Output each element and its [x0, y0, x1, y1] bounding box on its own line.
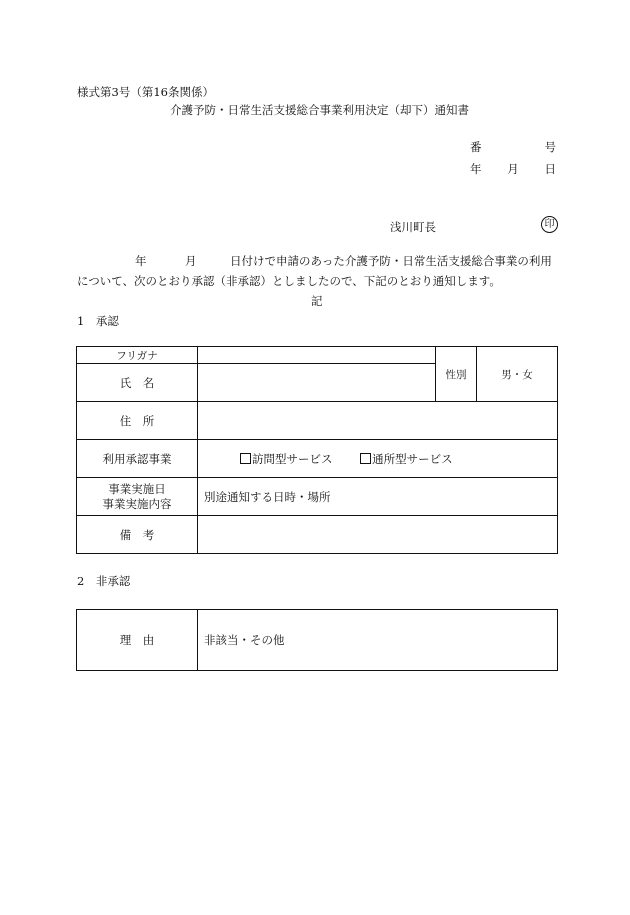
- implementation-value: 別途通知する日時・場所: [198, 478, 558, 516]
- section-1-heading: 1 承認: [77, 314, 119, 328]
- month-label: 月: [507, 162, 519, 176]
- gender-value[interactable]: 男・女: [477, 347, 558, 402]
- address-label: 住 所: [77, 402, 198, 440]
- reason-row: [77, 610, 558, 671]
- home-visit-option[interactable]: 訪問型サービス: [240, 452, 333, 466]
- reason-label: 理 由: [77, 610, 198, 671]
- service-options: [198, 440, 558, 478]
- remarks-field[interactable]: [198, 516, 558, 554]
- issuer-name: 浅川町長: [390, 220, 436, 234]
- number-suffix: 号: [544, 140, 556, 154]
- implementation-label: 事業実施日 事業実施内容: [77, 478, 198, 516]
- gender-label: 性別: [436, 347, 477, 402]
- name-label: 氏 名: [77, 364, 198, 402]
- body-line-2: について、次のとおり承認（非承認）としましたので、下記のとおり通知します。: [77, 274, 501, 288]
- section-2-heading: 2 非承認: [77, 574, 131, 588]
- furigana-row: [77, 347, 558, 364]
- rejection-table: [76, 609, 558, 671]
- body-year: 年: [135, 254, 147, 268]
- reason-value: 非該当・その他: [198, 610, 558, 671]
- remarks-row: [77, 516, 558, 554]
- number-label: 番: [470, 140, 482, 154]
- day-service-option[interactable]: 通所型サービス: [360, 452, 453, 466]
- day-label: 日: [544, 162, 556, 176]
- document-title: 介護予防・日常生活支援総合事業利用決定（却下）通知書: [170, 103, 469, 117]
- implementation-row: [77, 478, 558, 516]
- address-row: [77, 402, 558, 440]
- checkbox-icon[interactable]: [360, 453, 371, 464]
- document-number: [470, 139, 556, 155]
- remarks-label: 備 考: [77, 516, 198, 554]
- form-number: 様式第3号（第16条関係）: [77, 85, 214, 99]
- body-line1-text: 日付けで申請のあった介護予防・日常生活支援総合事業の利用: [230, 254, 552, 268]
- body-month: 月: [185, 254, 197, 268]
- seal-icon: 印: [541, 216, 558, 233]
- approval-table: [76, 346, 558, 554]
- year-label: 年: [470, 162, 482, 176]
- service-row: [77, 440, 558, 478]
- furigana-label: フリガナ: [77, 347, 198, 364]
- service-label: 利用承認事業: [77, 440, 198, 478]
- name-field[interactable]: [198, 364, 436, 402]
- document-date: [470, 161, 556, 177]
- checkbox-icon[interactable]: [240, 453, 251, 464]
- ki-heading: 記: [311, 294, 323, 308]
- address-field[interactable]: [198, 402, 558, 440]
- furigana-field[interactable]: [198, 347, 436, 364]
